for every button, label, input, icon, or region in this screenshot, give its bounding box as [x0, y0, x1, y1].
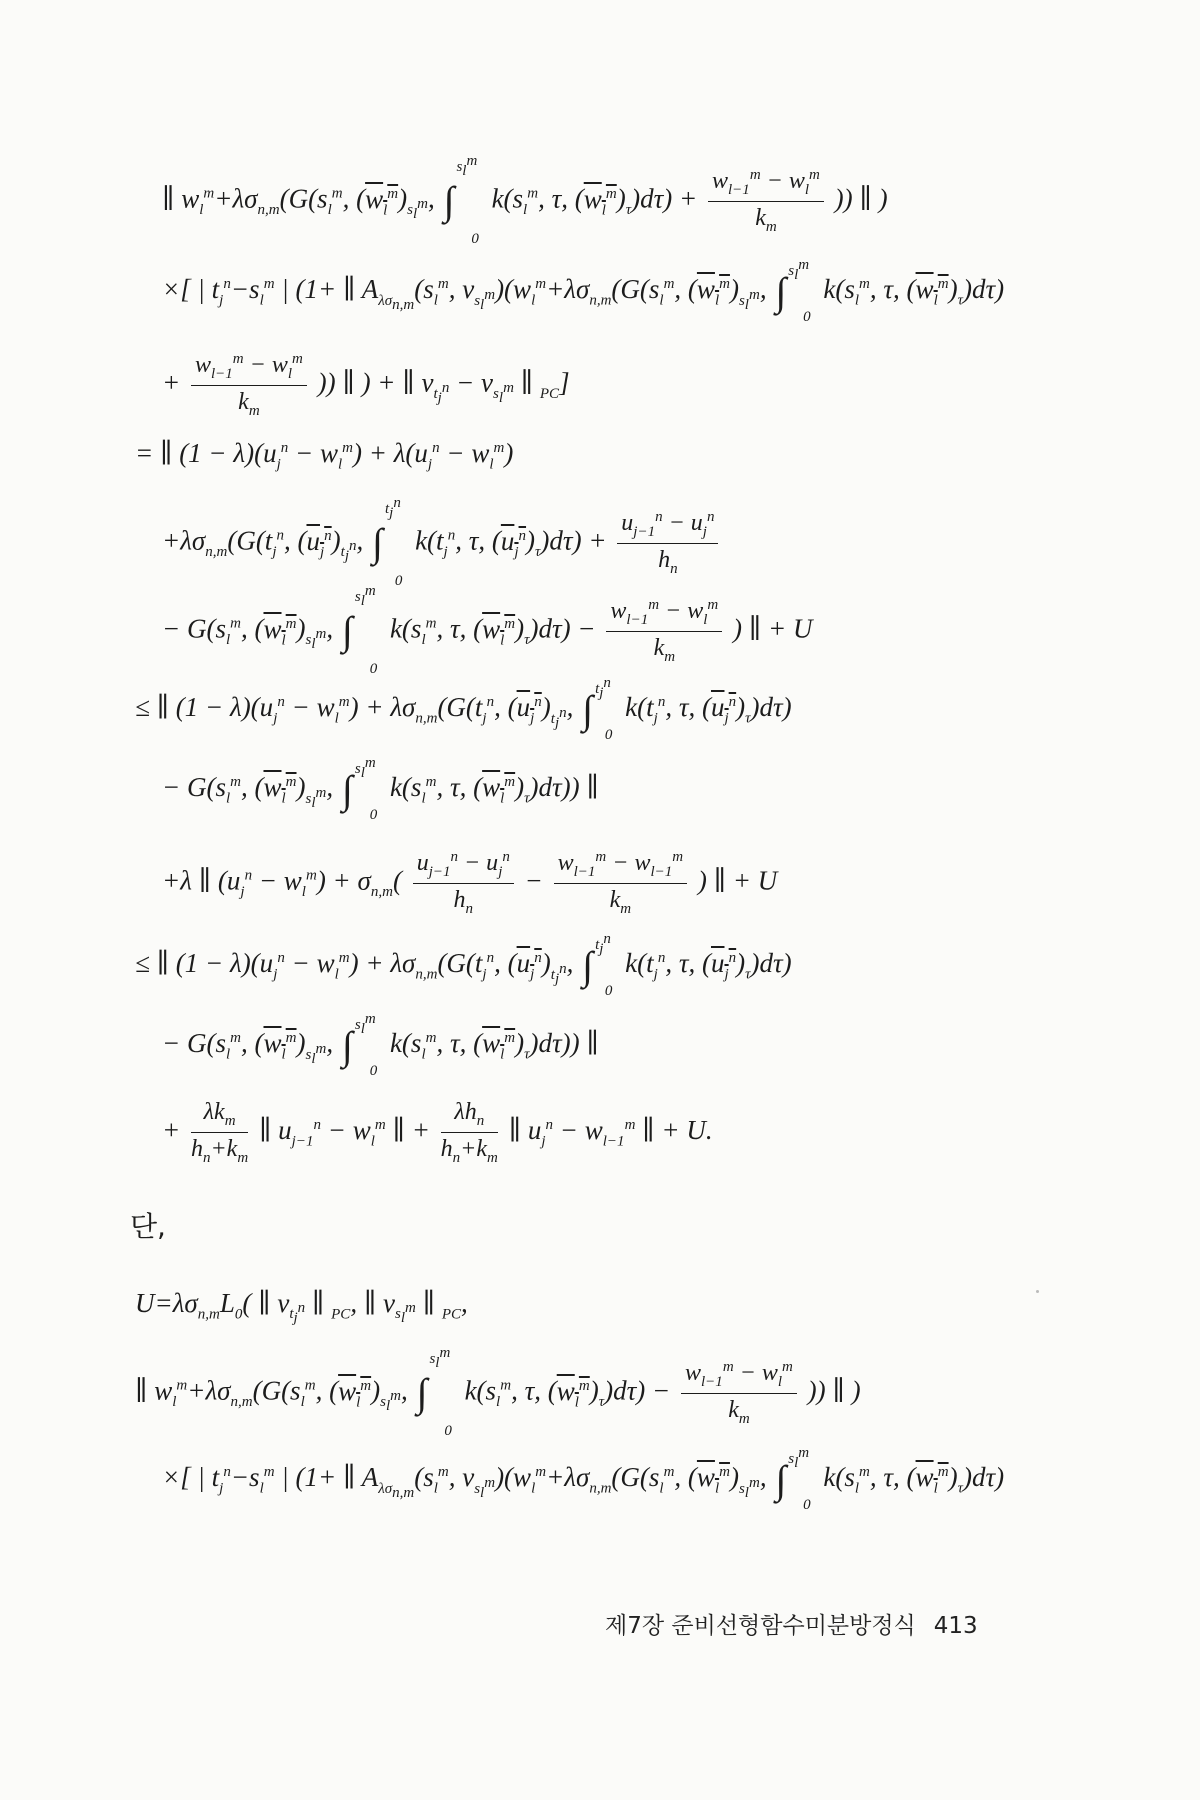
chapter-title: 제7장 준비선형함수미분방정식 [605, 1613, 916, 1639]
equation-line-8: − $G(s_l^m$, $(w_l^m)_{s_l^m}$, ∫ $s_l^m0$ $k(s_l^m$, τ, $(w_l^m)_\tau)d\tau$)) ∥ [162, 755, 599, 823]
equation-line-13: $U=\lambda\sigma_{n,m}L_0$( ∥ $v_{t_j^n}$ ∥ $_{PC}$, ∥ $v_{s_l^m}$ ∥ $_{PC}$, [135, 1288, 468, 1327]
equation-line-11: − $G(s_l^m$, $(w_l^m)_{s_l^m}$, ∫ $s_l^m0$ $k(s_l^m$, τ, $(w_l^m)_\tau)d\tau$)) ∥ [162, 1011, 599, 1079]
equation-line-3: + $\frac{w_{l-1}^m - w_l^m}{k_m}$ )) ∥ ) + ∥ $v_{t_j^n} - v_{s_l^m}$ ∥ $_{PC}$] [162, 351, 570, 419]
equation-line-14: ∥ $w_l^m+\lambda\sigma_{n,m}(G(s_l^m$, $(w_l^m)_{s_l^m}$, $\int s_l^m0$ $k(s_l^m$, τ, $(w_l^m)_\tau)d\tau$) − $\frac{w_{l-1}^m - w_l^m}{k_m}$ )) ∥ ) [135, 1345, 861, 1439]
page-number: 413 [933, 1613, 978, 1639]
equation-line-4: = ∥ $(1 - \lambda)(u_j^n - w_l^m) + \lambda(u_j^n - w_l^m)$ [135, 438, 514, 473]
page-footer [605, 1607, 978, 1640]
where-label: 단, [130, 1210, 166, 1243]
equation-line-12: + $\frac{\lambda k_m}{h_n+k_m}$ ∥ $u_{j-1}^n - w_l^m$ ∥ + $\frac{\lambda h_n}{h_n+k_m}$ ∥ $u_j^n - w_{l-1}^m$ ∥ + U. [162, 1099, 713, 1166]
equation-line-2: ×[ | $t_j^n-s_l^m$ | (1+ ∥ $A_{\lambda\sigma_{n,m}}(s_l^m$, $v_{s_l^m})(w_l^m+\lambda\sigma_{n,m}(G(s_l^m$, $(w_l^m)_{s_l^m}$, ∫ $s_l^m0$ $k(s_l^m$, τ, $(w_l^m)_\tau)d\tau$) [162, 257, 1005, 325]
equation-line-7: ≤ ∥ $(1 - \lambda)(u_j^n - w_l^m) + \lambda\sigma_{n,m}(G(t_j^n$, $(u_j^n)_{t_j^n}$, ∫ $t_j^n0$ $k(t_j^n$, τ, $(u_j^n)_\tau)d\tau$) [135, 675, 792, 743]
equation-line-5: $+\lambda\sigma_{n,m}(G(t_j^n$, $(u_j^n)_{t_j^n}$, $\int t_j^n0$ $k(t_j^n$, τ, $(u_j^n)_\tau)d\tau$) + $\frac{u_{j-1}^n - u_j^n}{h_n}$ [162, 510, 722, 577]
equation-line-15: ×[ | $t_j^n-s_l^m$ | (1+ ∥ $A_{\lambda\sigma_{n,m}}(s_l^m$, $v_{s_l^m})(w_l^m+\lambda\sigma_{n,m}(G(s_l^m$, $(w_l^m)_{s_l^m}$, ∫ $s_l^m0$ $k(s_l^m$, τ, $(w_l^m)_\tau)d\tau$) [162, 1445, 1005, 1513]
equation-line-10: ≤ ∥ $(1 - \lambda)(u_j^n - w_l^m) + \lambda\sigma_{n,m}(G(t_j^n$, $(u_j^n)_{t_j^n}$, ∫ $t_j^n0$ $k(t_j^n$, τ, $(u_j^n)_\tau)d\tau$) [135, 931, 792, 999]
equation-line-6: − $G(s_l^m$, $(w_l^m)_{s_l^m}$, $\int s_l^m0$ $k(s_l^m$, τ, $(w_l^m)_\tau)d\tau$) − $\frac{w_{l-1}^m - w_l^m}{k_m}$ ) ∥ + U [162, 583, 813, 677]
equation-line-1: ∥ $w_l^m+\lambda\sigma_{n,m}(G(s_l^m$, $(w_l^m)_{s_l^m}$, $\int s_l^m0$ $k(s_l^m$, τ, $(w_l^m)_\tau)d\tau$) + $\frac{w_{l-1}^m - w_l^m}{k_m}$ )) ∥ ) [162, 153, 888, 247]
speck [1036, 1290, 1039, 1293]
equation-line-9: +λ ∥ $(u_j^n - w_l^m) + \sigma_{n,m}$( $\frac{u_{j-1}^n - u_j^n}{h_n}$ − $\frac{w_{l-1}^m - w_{l-1}^m}{k_m}$ ) ∥ + U [162, 849, 778, 917]
